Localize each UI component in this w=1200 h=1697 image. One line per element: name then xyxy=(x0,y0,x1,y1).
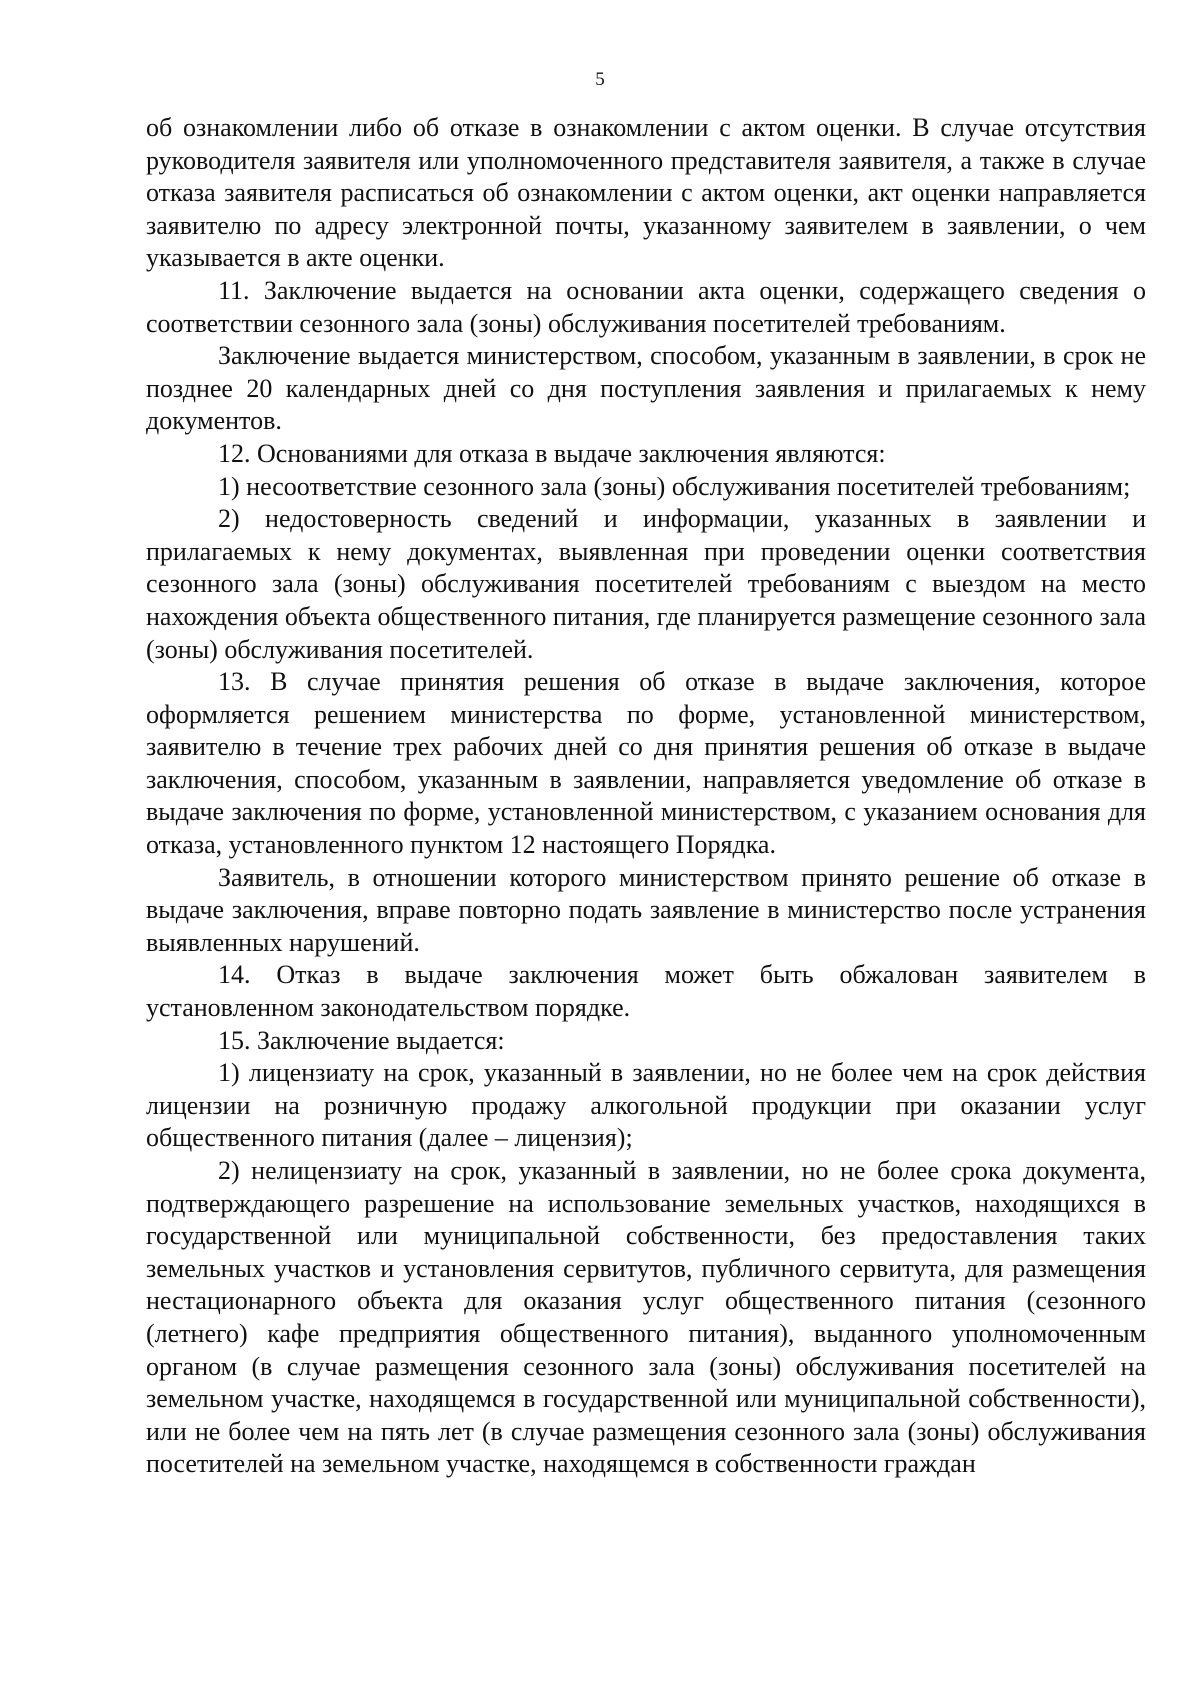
paragraph-item-13: 13. В случае принятия решения об отказе в выдаче заключения, которое оформляется решением министерства по форме, установленной министерством, заявителю в течение трех рабочих дней со дня принятия решения об отказе в выдаче заключения, способом, указанным в заявлении, направляется уведомление об отказе в выдаче заключения по форме, установленной министерством, с указанием основания для отказа, установленного пунктом 12 настоящего Порядка. xyxy=(146,667,1146,860)
paragraph-item-12: 12. Основаниями для отказа в выдаче заключения являются: xyxy=(218,438,886,468)
paragraph-item-12-1: 1) несоответствие сезонного зала (зоны) обслуживания посетителей требованиям; xyxy=(218,471,1131,501)
paragraph-item-11-deadline: Заключение выдается министерством, способом, указанным в заявлении, в срок не позднее 20 календарных дней со дня поступления заявления и прилагаемых к нему документов. xyxy=(146,341,1146,436)
paragraph-item-15-2: 2) нелицензиату на срок, указанный в заявлении, но не более срока документа, подтверждающего разрешение на использование земельных участков, находящихся в государственной или муниципальной собственности, без предоставления таких земельных участков и установления сервитутов, публичного сервитута, для размещения нестационарного объекта для оказания услуг общественного питания (сезонного (летнего) кафе предприятия общественного питания), выданного уполномоченным органом (в случае размещения сезонного зала (зоны) обслуживания посетителей на земельном участке, находящемся в государственной или муниципальной собственности), или не более чем на пять лет (в случае размещения сезонного зала (зоны) обслуживания посетителей на земельном участке, находящемся в собственности граждан xyxy=(146,1156,1146,1479)
paragraph-item-14: 14. Отказ в выдаче заключения может быть обжалован заявителем в установленном законодательством порядке. xyxy=(146,960,1146,1023)
paragraph-continuation: об ознакомлении либо об отказе в ознакомлении с актом оценки. В случае отсутствия руководителя заявителя или уполномоченного представителя заявителя, а также в случае отказа заявителя расписаться об ознакомлении с актом оценки, акт оценки направляется заявителю по адресу электронной почты, указанному заявителем в заявлении, о чем указывается в акте оценки. xyxy=(146,113,1146,273)
paragraph-item-12-2: 2) недостоверность сведений и информации, указанных в заявлении и прилагаемых к нему документах, выявленная при проведении оценки соответствия сезонного зала (зоны) обслуживания посетителей требованиям с выездом на место нахождения объекта общественного питания, где планируется размещение сезонного зала (зоны) обслуживания посетителей. xyxy=(146,504,1146,664)
paragraph-item-13-reapply: Заявитель, в отношении которого министерством принято решение об отказе в выдаче заключения, вправе повторно подать заявление в министерство после устранения выявленных нарушений. xyxy=(146,862,1146,957)
paragraph-item-15-1: 1) лицензиату на срок, указанный в заявлении, но не более чем на срок действия лицензии на розничную продажу алкогольной продукции при оказании услуг общественного питания (далее – лицензия); xyxy=(146,1058,1146,1153)
paragraph-item-11: 11. Заключение выдается на основании акта оценки, содержащего сведения о соответствии сезонного зала (зоны) обслуживания посетителей требованиям. xyxy=(146,275,1146,338)
page-number: 5 xyxy=(595,69,605,90)
paragraph-item-15: 15. Заключение выдается: xyxy=(218,1025,505,1055)
document-body xyxy=(146,112,1146,1481)
